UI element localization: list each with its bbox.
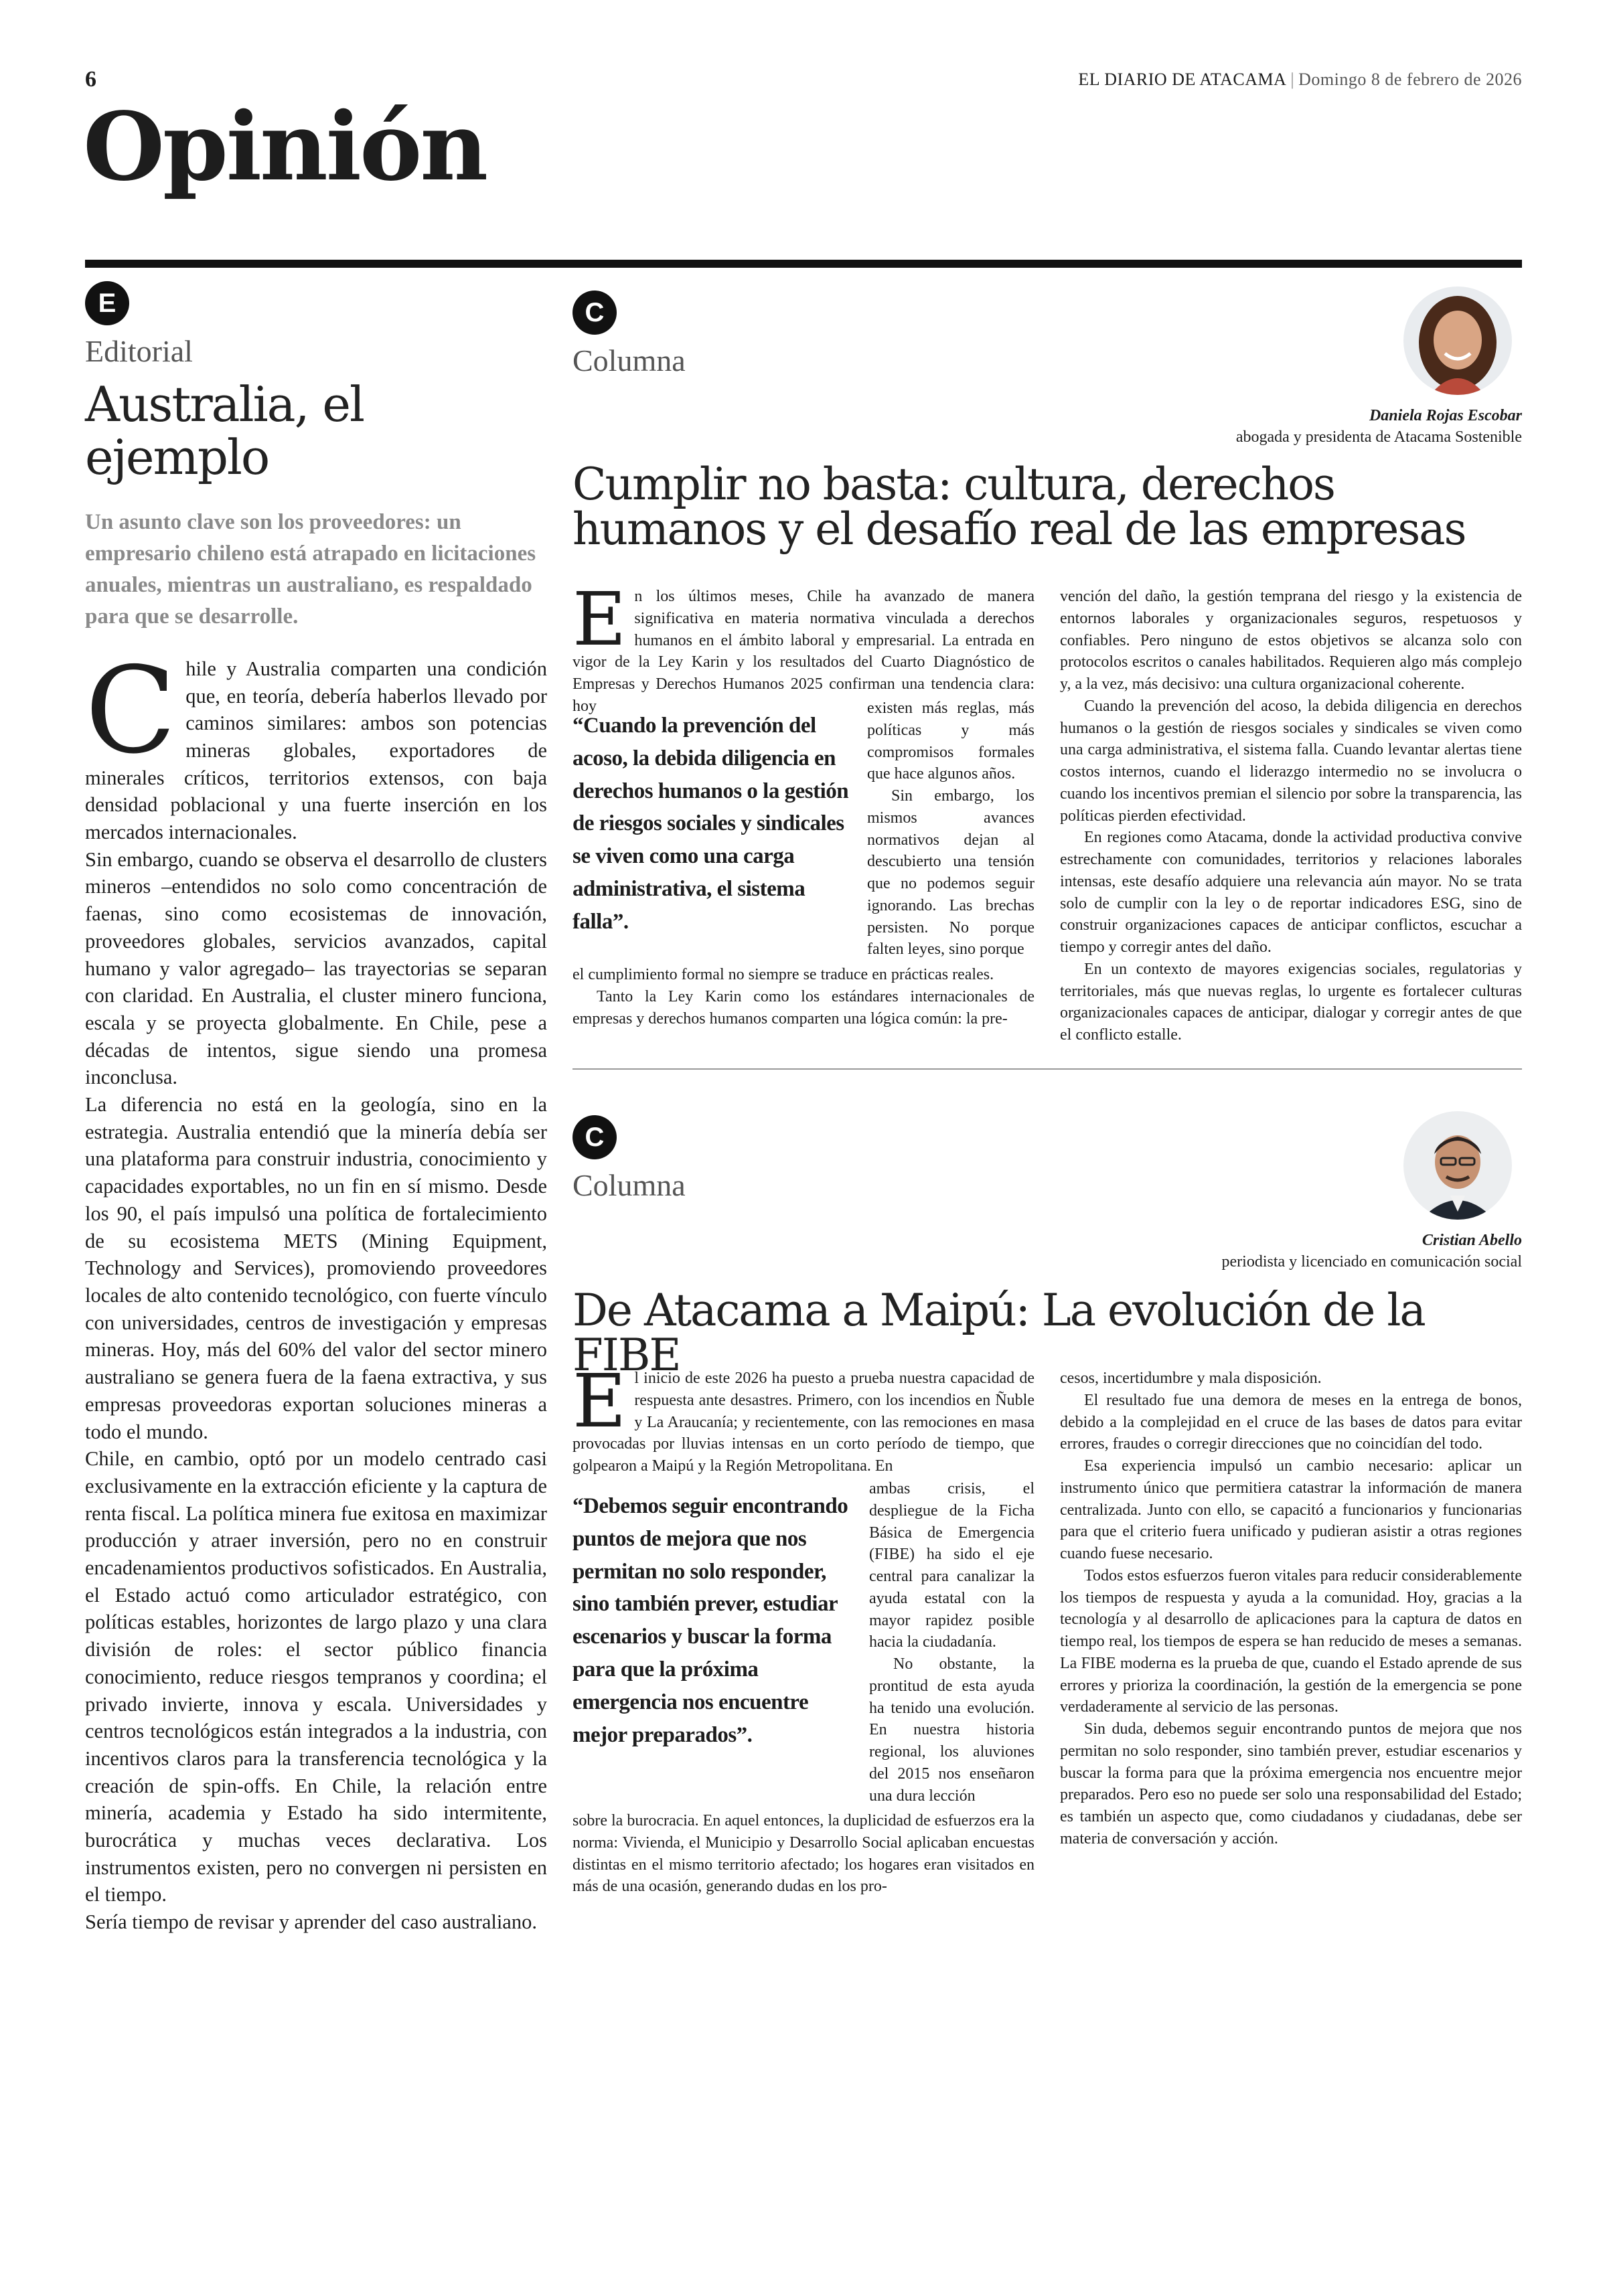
column2-side-text	[869, 1478, 1035, 1807]
column2-mark: C	[572, 1115, 617, 1159]
column2-paragraph: Esa experiencia impulsó un cambio necesario: aplicar un instrumento único que permitiera catastrar la información de manera centralizada. Junto con ello, se capacitó a funcionarios y funcionarias para que el criterio fuera unificado y pudieran asistir a otras regiones cuando fuese necesario.	[1060, 1457, 1522, 1562]
editorial-title: Australia, el ejemplo	[85, 376, 364, 486]
column2-paragraph: cesos, incertidumbre y mala disposición.	[1060, 1370, 1322, 1387]
masthead-separator: |	[1290, 70, 1295, 89]
column1-title: Cumplir no basta: cultura, derechos humanos y el desafío real de las empresas	[572, 459, 1466, 556]
editorial-dropcap: C	[85, 641, 177, 780]
author-photo-daniela	[1403, 286, 1512, 395]
editorial-kicker: Editorial	[85, 334, 193, 368]
editorial-paragraph: Sería tiempo de revisar y aprender del caso australiano.	[85, 1910, 537, 1934]
column2-kicker: Columna	[572, 1168, 686, 1202]
column2-author-name: Cristian Abello	[1422, 1232, 1522, 1249]
column-divider	[572, 1068, 1522, 1070]
column1-paragraph: En un contexto de mayores exigencias sociales, regulatorias y territoriales, más que nuevas reglas, lo urgente es fortalecer culturas organizacionales capaces de anticipar, dialogar y corregir antes de que el conflicto estalle.	[1060, 960, 1522, 1044]
author-photo-cristian	[1403, 1111, 1512, 1220]
column1-side-paragraph: existen más reglas, más políticas y más compromisos formales que hace algunos años.	[867, 700, 1035, 783]
column2-title: De Atacama a Maipú: La evolución de la FIBE	[572, 1285, 1425, 1382]
column2-side-paragraph: ambas crisis, el despliegue de la Ficha Básica de Emergencia (FIBE) ha sido el eje central para canalizar la ayuda estatal con la mayor rapidez posible hacia la ciudadanía.	[869, 1480, 1035, 1651]
column1-dropcap: E	[572, 576, 627, 662]
column1-side-paragraph: Sin embargo, los mismos avances normativos dejan al descubierto una tensión que no podemos seguir ignorando. Las brechas persisten. No porque falten leyes, sino porque	[867, 787, 1035, 959]
column1-paragraph: Tanto la Ley Karin como los estándares internacionales de empresas y derechos humanos comparten una lógica común: la pre-	[572, 987, 1035, 1028]
section-rule	[85, 260, 1522, 268]
column1-body-right	[1060, 586, 1522, 1046]
column2-paragraph: Todos estos esfuerzos fueron vitales para reducir considerablemente los tiempos de respuesta y ayuda a la comunidad. Hoy, gracias a la tecnología y al desarrollo de aplicaciones para la captura de datos en tiempo real, los tiempos de espera se han reducido de meses a semanas. La FIBE moderna es la prueba de que, cuando el Estado aprende de sus errores y prioriza la coordinación, la gestión de la emergencia se pone verdaderamente al servicio de las personas.	[1060, 1566, 1522, 1716]
editorial-paragraph: La diferencia no está en la geología, sino en la estrategia. Australia entendió que la minería debía ser una plataforma para construir industria, conocimiento y capacidades exportables, no un fin en sí mismo. Desde los 90, el país impulsó una política de fortalecimiento de su ecosistema METS (Mining Equipment, Technology and Services), promoviendo proveedores locales de alto contenido tecnológico, con fuerte vínculo con universidades, centros de investigación y empresas mineras. Hoy, más del 60% del valor del sector minero australiano se genera fuera de la faena extractiva, y sus empresas proveedoras exportan soluciones mineras a todo el mundo.	[85, 1093, 547, 1443]
column1-mark: C	[572, 291, 617, 335]
column2-paragraph: Sin duda, debemos seguir encontrando puntos de mejora que nos permitan no solo responder, sino también prever, estudiar escenarios y buscar la forma para que la próxima emergencia nos encuentre mejor preparados. Pero eso no puede ser solo una responsabilidad del Estado; es también un aspecto que, como ciudadanos y ciudadanas, debe ser materia de conversación y acción.	[1060, 1720, 1522, 1848]
column1-cont-paragraph: el cumplimiento formal no siempre se traduce en prácticas reales.	[572, 966, 994, 983]
editorial-mark: E	[85, 281, 129, 325]
editorial-paragraph: Chile, en cambio, optó por un modelo centrado casi exclusivamente en la extracción eficiente y la captura de renta fiscal. La política minera fue exitosa en maximizar producción y atraer inversión, pero no en construir encadenamientos productivos sofisticados. En Australia, el Estado actuó como articulador estratégico, con políticas estables, horizontes de largo plazo y una clara división de roles: el sector público financia conocimiento, reduce riesgos tempranos y coordina; el privado invierte, innova y escala. Universidades y centros tecnológicos están integrados a la industria, con incentivos claros para la transferencia tecnológica y la creación de spin-offs. En Chile, la relación entre minería, academia y Estado ha sido intermitente, burocrática y muchas veces declarativa. Los instrumentos existen, pero no convergen ni persisten en el tiempo.	[85, 1447, 547, 1906]
column2-intro: El inicio de este 2026 ha puesto a prueba nuestra capacidad de respuesta ante desastres. Primero, con los incendios en Ñuble y La Araucanía; y recientemente, con las remociones en masa provocadas por lluvias intensas en un corto período de tiempo, que golpearon a Maipú y la Región Metropolitana. En	[572, 1358, 1035, 1475]
column1-kicker: Columna	[572, 343, 686, 378]
column2-body-right	[1060, 1368, 1522, 1850]
editorial-lead: Un asunto clave son los proveedores: un empresario chileno está atrapado en licitaciones anuales, mientras un australiano, es respaldado para que se desarrolle.	[85, 510, 536, 629]
section-title: Opinión	[83, 92, 487, 202]
column1-author-name: Daniela Rojas Escobar	[1369, 407, 1522, 424]
editorial-body	[85, 641, 547, 1936]
column1-side-text	[867, 698, 1035, 961]
column1-paragraph: Cuando la prevención del acoso, la debida diligencia en derechos humanos o la gestión de riesgos sociales y sindicales se viven como una carga administrativa, el sistema falla. Cuando levantar alertas tiene costos internos, cuando el liderazgo intermedio no se involucra o cuando los incentivos premian el silencio por sobre la transparencia, las políticas pierden efectividad.	[1060, 697, 1522, 825]
column1-paragraph: En regiones como Atacama, donde la actividad productiva convive estrechamente con comunidades, territorios y relaciones laborales intensas, este desafío adquiere una relevancia aún mayor. No se trata solo de cumplir con la ley o de reportar indicadores ESG, sino de construir organizaciones capaces de anticipar conflictos, escuchar a tiempo y corregir antes del daño.	[1060, 829, 1522, 956]
editorial-column	[85, 281, 547, 1936]
column2-cont-paragraph: sobre la burocracia. En aquel entonces, la duplicidad de esfuerzos era la norma: Vivienda, el Municipio y Desarrollo Social aplicaban encuestas distintas en el mismo territorio afectado; los hogares eran visitados en más de una ocasión, generando dudas en los pro-	[572, 1812, 1035, 1896]
column2-continuation	[572, 1810, 1035, 1898]
column2-side-paragraph: No obstante, la prontitud de esta ayuda ha tenido una evolución. En nuestra historia regional, los aluviones del 2015 nos enseñaron una dura lección	[869, 1655, 1035, 1805]
column2-paragraph: El resultado fue una demora de meses en la entrega de bonos, debido a la complejidad en el cruce de las bases de datos para evitar errores, fraudes o corregir direcciones que no coincidían del todo.	[1060, 1391, 1522, 1453]
author-portrait-image	[1403, 286, 1512, 395]
newspaper-name: EL DIARIO DE ATACAMA	[1078, 70, 1287, 89]
column1-pull-quote: “Cuando la prevención del acoso, la debida diligencia en derechos humanos o la gestión de riesgos sociales y sindicales se viven como una carga administrativa, el sistema falla”.	[572, 714, 849, 934]
page-number: 6	[85, 67, 96, 92]
column1-author-role: abogada y presidenta de Atacama Sostenible	[1235, 428, 1522, 446]
masthead	[1078, 70, 1522, 90]
editorial-paragraph: Chile y Australia comparten una condición que, en teoría, debería haberlos llevado por caminos similares: ambos son potencias mineras globales, exportadores de minerales críticos, territorios extensos, con baja densidad poblacional y una fuerte inserción en los mercados internacionales.	[85, 641, 547, 844]
column1-intro: En los últimos meses, Chile ha avanzado de manera significativa en materia normativa vinculada a derechos humanos en el ámbito laboral y empresarial. La entrada en vigor de la Ley Karin y los resultados del Cuarto Diagnóstico de Empresas y Derechos Humanos 2025 confirman una tendencia clara: hoy	[572, 576, 1035, 715]
column2-body-left	[572, 1358, 1035, 1477]
author-portrait-image	[1403, 1111, 1512, 1220]
column2-dropcap: E	[572, 1358, 627, 1444]
column1-paragraph: vención del daño, la gestión temprana del riesgo y la existencia de entornos laborales y organizacionales seguros, respetuosos y confiables. Pero ninguno de estos objetivos se alcanza solo con protocolos escritos o canales habilitados. Requieren algo más complejo y, a la vez, más decisivo: una cultura organizacional coherente.	[1060, 588, 1522, 693]
column1-continuation	[572, 964, 1035, 1030]
issue-date: Domingo 8 de febrero de 2026	[1298, 70, 1522, 89]
column2-author-role: periodista y licenciado en comunicación social	[1221, 1253, 1522, 1270]
editorial-paragraph: Sin embargo, cuando se observa el desarrollo de clusters mineros –entendidos no solo como concentración de faenas, sino como ecosistemas de innovación, proveedores globales, servicios avanzados, capital humano y valor agregado– las trayectorias se separan con claridad. En Australia, el cluster minero funciona, escala y se proyecta globalmente. En Chile, pese a décadas de intentos, sigue siendo una promesa inconclusa.	[85, 847, 547, 1089]
column2-pull-quote: “Debemos seguir encontrando puntos de mejora que nos permitan no solo responder, sino también prever, estudiar escenarios y buscar la forma para que la próxima emergencia nos encuentre mejor preparados”.	[572, 1494, 848, 1747]
